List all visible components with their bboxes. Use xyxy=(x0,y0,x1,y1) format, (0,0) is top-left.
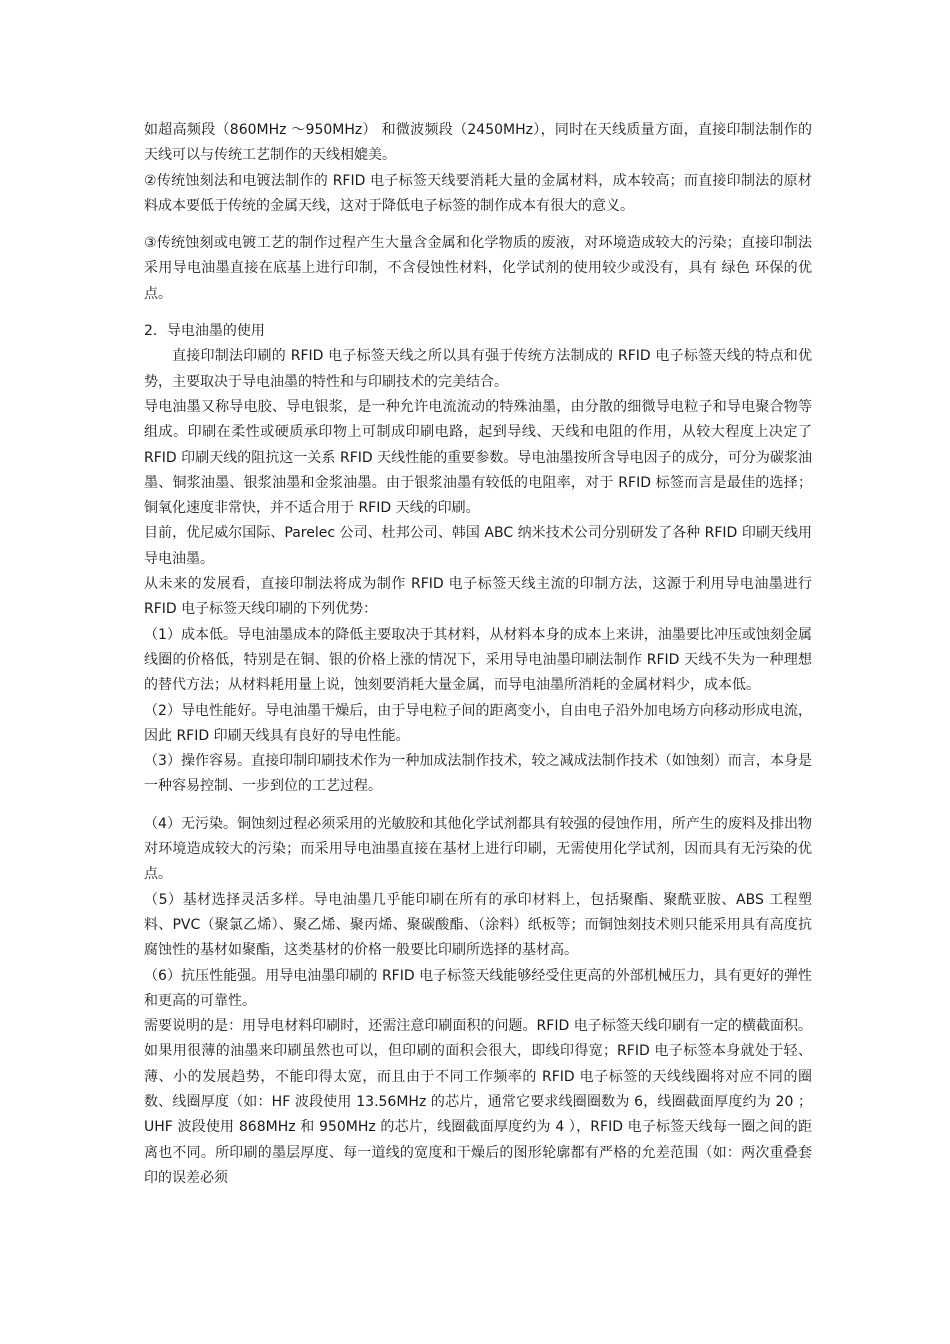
list-item-pressure: （6）抗压性能强。用导电油墨印刷的 RFID 电子标签天线能够经受住更高的外部机械压力，具有更好的弹性和更高的可靠性。 xyxy=(144,967,812,1009)
paragraph-advantage-3: ③传统蚀刻或电镀工艺的制作过程产生大量含金属和化学物质的废液，对环境造成较大的污染；直接印制法采用导电油墨直接在底基上进行印制，不含侵蚀性材料，化学试剂的使用较少或没有，具有 绿色 环保的优点。 xyxy=(144,235,812,302)
paragraph-intro: 直接印制法印刷的 RFID 电子标签天线之所以具有强于传统方法制成的 RFID 电子标签天线的特点和优势，主要取决于导电油墨的特性和与印刷技术的完美结合。 xyxy=(144,348,812,390)
paragraph-frequency-bands: 如超高频段（860MHz ～950MHz） 和微波频段（2450MHz），同时在天线质量方面，直接印制法制作的天线可以与传统工艺制作的天线相媲美。 xyxy=(144,122,812,164)
paragraph-note: 需要说明的是：用导电材料印刷时，还需注意印刷面积的问题。RFID 电子标签天线印刷有一定的横截面积。如果用很薄的油墨来印刷虽然也可以，但印刷的面积会很大，即线印得宽；RFID 电子标签本身就处于轻、薄、小的发展趋势，不能印得太宽，而且由于不同工作频率的 RFID 电子标签的天线线圈将对应不同的圈数、线圈厚度（如：HF 波段使用 13.56MHz 的芯片，通常它要求线圈圈数为 6，线圈截面厚度约为 20 ；UHF 波段使用 868MHz 和 950MHz 的芯片，线圈截面厚度约为 4 ），RFID 电子标签天线每一圈之间的距离也不同。所印刷的墨层厚度、每一道线的宽度和干燥后的图形轮廓都有严格的允差范围（如：两次重叠套印的误差必须 xyxy=(144,1018,812,1186)
paragraph-advantage-2: ②传统蚀刻法和电镀法制作的 RFID 电子标签天线要消耗大量的金属材料，成本较高；而直接印制法的原材料成本要低于传统的金属天线，这对于降低电子标签的制作成本有很大的意义。 xyxy=(144,172,812,214)
paragraph-conductive-ink: 导电油墨又称导电胶、导电银浆，是一种允许电流流动的特殊油墨，由分散的细微导电粒子和导电聚合物等组成。印刷在柔性或硬质承印物上可制成印刷电路，起到导线、天线和电阻的作用，从较大程度上决定了 RFID 印刷天线的阻抗这一关系 RFID 天线性能的重要参数。导电油墨按所含导电因子的成分，可分为碳浆油墨、铜浆油墨、银浆油墨和金浆油墨。由于银浆油墨有较低的电阻率，对于 RFID 标签而言是最佳的选择；铜氧化速度非常快，并不适合用于 RFID 天线的印刷。 xyxy=(144,398,812,517)
list-item-easy-operation: （3）操作容易。直接印制印刷技术作为一种加成法制作技术，较之减成法制作技术（如蚀刻）而言，本身是一种容易控制、一步到位的工艺过程。 xyxy=(144,753,812,795)
list-item-low-cost: （1）成本低。导电油墨成本的降低主要取决于其材料，从材料本身的成本上来讲，油墨要比冲压或蚀刻金属线圈的价格低，特别是在铜、银的价格上涨的情况下，采用导电油墨印刷法制作 RFID 天线不失为一种理想的替代方法；从材料耗用量上说，蚀刻要消耗大量金属，而导电油墨所消耗的金属材料少，成本低。 xyxy=(144,626,812,694)
paragraph-future: 从未来的发展看，直接印制法将成为制作 RFID 电子标签天线主流的印制方法，这源于利用导电油墨进行 RFID 电子标签天线印刷的下列优势： xyxy=(144,576,812,618)
document-page xyxy=(144,118,812,1191)
paragraph-manufacturers: 目前，优尼威尔国际、Parelec 公司、杜邦公司、韩国 ABC 纳米技术公司分别研发了各种 RFID 印刷天线用导电油墨。 xyxy=(144,525,812,567)
list-item-substrate: （5）基材选择灵活多样。导电油墨几乎能印刷在所有的承印材料上，包括聚酯、聚酰亚胺、ABS 工程塑料、PVC（聚氯乙烯）、聚乙烯、聚丙烯、聚碳酸酯、（涂料）纸板等；而铜蚀刻技术则只能采用具有高度抗腐蚀性的基材如聚酯，这类基材的价格一般要比印刷所选择的基材高。 xyxy=(144,891,812,959)
section-heading: 2．导电油墨的使用 xyxy=(144,323,265,340)
list-item-conductivity: （2）导电性能好。导电油墨干燥后，由于导电粒子间的距离变小，自由电子沿外加电场方向移动形成电流，因此 RFID 印刷天线具有良好的导电性能。 xyxy=(144,702,812,744)
list-item-no-pollution: （4）无污染。铜蚀刻过程必须采用的光敏胶和其他化学试剂都具有较强的侵蚀作用，所产生的废料及排出物对环境造成较大的污染；而采用导电油墨直接在基材上进行印刷，无需使用化学试剂，因而具有无污染的优点。 xyxy=(144,815,812,883)
